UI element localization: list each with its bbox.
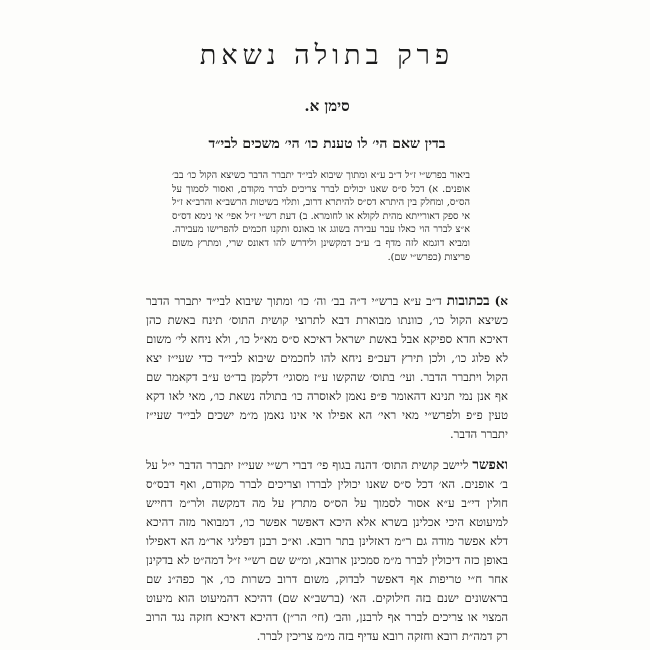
paragraph-2 <box>146 456 508 646</box>
summary-paragraph: ביאור בפרש״י ז״ל ד״ב ע״א ומתוך שיבוא לבי״ד יתברר הדבר כשיצא הקול כו׳ בב׳ אופנים. א) דכל ס״ס שאנו יכולים לברר צריכים לברר מקודם, ואסור לסמוך על הס״ס, ומחלק בין היתרא דס״ס להיתרא דרוב, ותלוי בשיטות הרשב״א והרב״א ז״ל אי ספק דאורייתא מהית לקולא או לחומרא. ב) דעת רש״י ז״ל אפי׳ אי נימא דס״ס א״צ לברר הוי כאלו עבר עבירה בשוגג או באונס ותקנו חכמים להפרישו מעבירה. ומביא דוגמא לזה מדף ב׳ ע״ב דמקשינן ולידרש להו דאונס שרי, ומתרץ משום פריצות (כפרש״י שם). <box>172 170 470 263</box>
paragraph-2-lead-word: ואפשר <box>472 457 508 474</box>
paragraph-2-text: ליישב קושית התוס׳ דהנה בגוף פי׳ דברי רש״י שעי״ז יתברר הדבר י״ל על ב׳ אופנים. הא׳ דכל ס״ס שאנו יכולין לבררו וצריכים לברר מקודם, ואף דבס״ס חולין די״ב ע״א אסור לסמוך על הס״ס מתרץ על מה דמקשה ולר״מ דחייש למיעוטא היכי אכלינן בשרא אלא היכא דאפשר אפשר כו׳, דמבואר מזה דהיכא דלא אפשר מודה גם ר״מ דאזלינן בתר רובא. וא״כ רבנן דפליגי אר״מ הא דאפילו באופן כזה דיכולין לברר מ״מ סמכינן ארובא, ומ״ש שם רש״י ז״ל דמה״ט לא בדקינן אחר ח״י טריפות אף דאפשר לבדוק, משום דרוב כשרות כו׳, אך כפה״נ שם בראשונים ישנם בזה חילוקים. הא׳ (ברשב״א שם) דהיכא דהמיעוט הוא מיעוט המצוי או צריכים לברר אף לרבנן, והב׳ (חי׳ הר״ן) דהיכא דאיכא חזקה נגד הרוב רק דמה״ת רובא וחזקה רובא עדיף בזה מ״מ צריכין לברר. <box>146 458 508 644</box>
paragraph-1-lead-word: בכתובות <box>446 293 490 310</box>
chapter-title: פרק בתולה נשאת <box>199 40 455 71</box>
paragraph-1 <box>146 292 508 444</box>
siman-number: סימן א. <box>304 97 350 115</box>
paragraph-1-text: ד״ב ע״א ברש״י ד״ה בב׳ וה׳ כו׳ ומתוך שיבוא לבי״ד יתברר הדבר כשיצא הקול כו׳, כוונתו מבוארת דבא לתרוצי קושית התוס׳ תינח באשת כהן דאיכא חדא ספיקא אבל באשת ישראל דאיכא ס״ס מא״ל כו׳, ולא ניחא לי׳ משום לא פלוג כו׳, ולכן תירץ דעכ״פ ניחא להו לחכמים שיבוא לבי״ד כדי שעי״ז יצא הקול ויתברר הדבר. ועי׳ בתוס׳ שהקשו ע״ז מסוגי׳ דלקמן בד״ט ע״ב דקאמר שם אף אנן נמי תנינא דהאומר פ״פ נאמן לאוסרה כו׳ בתולה נשאת כו׳, מאי לאו דקא טעין פ״פ ולפרש״י מאי ראי׳ הא אפילו אי אינו נאמן מ״מ ישכים לבי״ד שעי״ז יתברר הדבר. <box>146 294 508 442</box>
section-heading: בדין שאם הי׳ לו טענת כו׳ הי׳ משכים לבי״ד <box>208 136 446 152</box>
paragraph-1-letter: א) <box>494 294 509 309</box>
